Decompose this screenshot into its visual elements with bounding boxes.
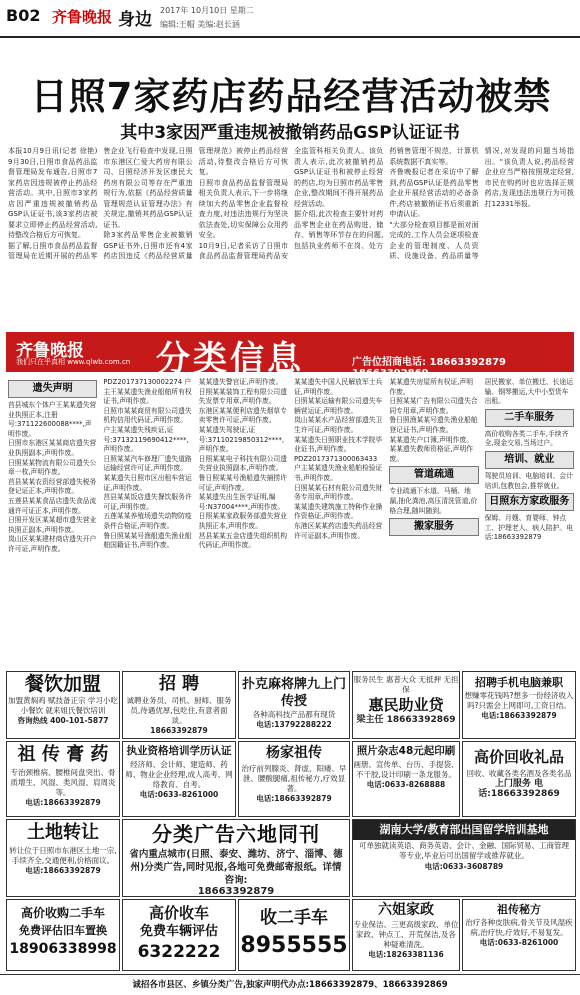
ad-recruit (122, 671, 236, 739)
classified-item: 日照某某装饰工程有限公司遗失发票专用章,声明作废。 (198, 387, 288, 406)
ad-title: 收二手车 (260, 908, 328, 928)
ad-phone: 电话:0633-8261000 (479, 938, 559, 947)
category-header: 管道疏通 (389, 466, 478, 484)
ad-hunan-univ (352, 819, 576, 897)
ad-text: 省内重点城市(日照、泰安、潍坊、济宁、淄博、德州)分类广告,同时见报,各地可免费邮寄报纸。详情咨询: (129, 849, 343, 886)
ad-yang (238, 741, 350, 817)
classified-item: 日照某某运输有限公司遗失车辆营运证,声明作废。 (293, 397, 383, 415)
newspaper-logo: 齐鲁晚报 (52, 8, 113, 26)
ad-title: 六姐家政 (378, 902, 434, 918)
ad-title: 高价回收礼品 (473, 748, 564, 766)
classified-item: 鲁日照某某号渔船遗失捕捞许可证,声明作废。 (198, 473, 288, 492)
classified-item: 某某遗失出生医学证明,编号:N37004****,声明作废。 (198, 493, 285, 511)
ad-title: 惠民助业贷 (368, 696, 444, 714)
category-header: 搬家服务 (389, 518, 478, 536)
category-header: 日照东方家政服务 (485, 493, 574, 511)
article-paragraph: 据了解,日照市食品药品监督管理局在近期开展的药品零售企业飞行检查中发现,日照市东港区仁爱大药房有限公司、日照经济开发区康民大药房有限公司等存在严重违规行为,依据《药品经营质量管理规范认证管理办法》有关规定,撤销其药品GSP认证证书。 (8, 147, 193, 260)
classified-item: PDZ201737130002274 户主王某某遗失渔业船舶所有权证书,声明作废。 (103, 378, 192, 406)
ad-print (352, 741, 460, 817)
ad-phone: 梁主任 18663392869 (356, 715, 456, 725)
ad-phone: 18906338998 (9, 941, 117, 957)
ad-title: 扑克麻将牌九上门传授 (241, 677, 346, 709)
ad-text: 经济师、会计师、建造师、药师、物业企业经理,成人高考、网络教育、自考。 (125, 760, 233, 789)
ad-text: 免费车辆评估 (139, 924, 218, 939)
ad-text: 想赚零花钱吗?想多一份经济收入吗?只需会上网即可,工资日结。 (464, 691, 574, 710)
ad-text: 服务民生 惠普大众 无抵押 无担保 (353, 675, 459, 694)
ad-housekeeping (352, 899, 460, 971)
classified-item: 户主某某遗失残疾证,证号:37132119690412****,声明作废。 (103, 425, 189, 454)
article-paragraph: 齐鲁晚报记者在采访中了解到,药品GSP认证是药品零售企业开展经营活动的必备条件,药店被撤销证书后须重新申请认证。 (389, 168, 479, 218)
classified-item: 居民搬家、单位搬迁、长途运输、钢琴搬运,大中小型货车出租。 (484, 378, 573, 406)
classified-item: 日照某某汽车修理厂遗失道路运输经营许可证,声明作废。 (103, 454, 192, 473)
classified-item: 日照某某广告有限公司遗失合同专用章,声明作废。 (389, 397, 478, 415)
classified-item: 日照某某石材有限公司遗失财务专用章,声明作废。 (293, 483, 383, 502)
article-paragraph: 本报10月9日讯(记者 徐艳) 9月30日,日照市食品药品监督管理局发布通告,日照市7家药店因违规被停止药品经营活动。其中,日照市3家药店因严重违规被撤销药品GSP认证证书,该3家药店被要求立即停止药品经营活动,待整改合格后方可恢复。 (8, 147, 98, 239)
ad-text: 专业保洁、三更高级家政、单位家政、钟点工、开荒保洁,及各种疑难清洗。 (353, 920, 459, 949)
ad-title: 湖南大学/教育部出国留学培训基地 (353, 820, 575, 840)
section-name: 身边 (118, 10, 152, 30)
banner-url: 我们只在乎真相 www.qlwb.com.cn (16, 358, 131, 366)
classified-item: 某某遗失户口簿,声明作废。 (389, 435, 474, 444)
ad-text: 加盟黄焖鸡 赋技备正宗 学习小吃小餐饮 就来姐氏餐饮培训 (8, 696, 118, 715)
classified-item: 保姆、月嫂、育婴师、钟点工、护理老人、病人陪护。电话:18663392879 (484, 514, 573, 542)
ad-title: 杨家祖传 (266, 745, 322, 761)
ad-title: 祖传秘方 (497, 903, 541, 916)
classified-item: 岚山区某某建材商店遗失开户许可证,声明作废。 (8, 535, 97, 553)
ad-plaster (6, 741, 120, 817)
ad-phone: 电话:18663392879 (256, 794, 332, 803)
classified-item: 某某遗失日照职业技术学院毕业证书,声明作废。 (293, 435, 383, 454)
classified-item: 日照某某家政服务部遗失营业执照正本,声明作废。 (198, 512, 288, 530)
classified-item: 莒县某某饭店遗失餐饮服务许可证,声明作废。 (103, 493, 192, 511)
category-header: 培训、就业 (485, 451, 574, 469)
ad-text: 可单独就读英语、商务英语、会计、金融、国际贸易、工商管理等专业,毕业后可出国留学或推荐就业。 (359, 841, 569, 860)
classified-item: 某某遗失建筑施工特种作业操作资格证,声明作废。 (293, 502, 383, 521)
ad-loan (352, 671, 460, 739)
classified-item: 某某遗失日照市区出租车营运证,声明作废。 (103, 473, 192, 492)
article-paragraph: 据介绍,此次检查主要针对药品零售企业在药品购进、储存、销售等环节存在的问题,包括执业药师不在岗、处方药销售管理不规范、计算机系统数据不真实等。 (293, 147, 479, 250)
ad-text: 治疗前列腺炎、肾虚、阳痿、早泄、腰酸腿痛,祖传秘方,疗效显著。 (241, 764, 347, 793)
ad-used-car-1 (6, 899, 120, 971)
ad-gifts (462, 741, 576, 817)
subheadline: 其中3家因严重违规被撤销药品GSP认证证书 (120, 123, 460, 143)
ad-title: 招 聘 (159, 674, 199, 694)
ad-title: 祖 传 膏 药 (17, 744, 109, 765)
ad-title: 招聘手机电脑兼职 (475, 676, 563, 689)
ad-phone: 电话:0633-3608789 (424, 862, 504, 871)
category-header: 遗失声明 (8, 380, 97, 398)
ad-used-car-3 (238, 899, 350, 971)
classified-item: 高价收购各类二手车,手续齐全,现金交易,当场过户。 (484, 429, 569, 448)
classified-item: 驾驶员培训、电脑培训、会计培训,包教包会,推荐就业。 (484, 471, 573, 490)
ad-phone: 18663392879 (197, 886, 275, 897)
ad-training (122, 741, 236, 817)
classified-item: 东港区某某药店遗失药品经营许可证副本,声明作废。 (293, 521, 383, 540)
ad-phone: 电话:13792288222 (256, 720, 332, 729)
ad-phone: 电话:18663392879 (25, 798, 101, 807)
article-paragraph: 日照市食品药品监督管理局相关负责人表示,下一步将继续加大药品零售企业监督检查力度,对违法违规行为坚决依法查处,切实保障公众用药安全。 (198, 178, 288, 239)
ad-phone: 18663392879 (150, 726, 208, 735)
classified-item: 日照某某电子科技有限公司遗失营业执照副本,声明作废。 (198, 454, 288, 473)
ad-text: 转让位于日照市东港区土地一宗,手续齐全,交通便利,价格面议。 (9, 846, 117, 865)
ad-six-cities (122, 819, 350, 897)
classified-banner (6, 332, 574, 379)
classified-item: 某某遗失中国人民解放军士兵证,声明作废。 (293, 378, 383, 396)
classified-item: 东港区某某便利店遗失烟草专卖零售许可证,声明作废。 (198, 406, 288, 425)
classified-item: 日照某某物流有限公司遗失公章一枚,声明作废。 (8, 458, 97, 477)
ad-parttime (462, 671, 576, 739)
editor-credits: 编辑:王帽 美编:赵长涵 (160, 20, 240, 29)
ad-text: 画册、宣传单、台历、手提袋、不干胶,设计印刷一条龙服务。 (353, 760, 459, 779)
classified-item: 某某遗失警官证,声明作废。 (198, 378, 283, 386)
classified-item: 某某遗失教师资格证,声明作废。 (389, 445, 474, 463)
classified-item: 鲁日照某某号渔船遗失渔业船舶国籍证书,声明作废。 (103, 531, 192, 550)
ad-phone: 电话:18663392879 (481, 711, 557, 720)
banner-title: 分类信息 (156, 339, 304, 379)
article-paragraph: 10月9日,记者采访了日照市食品药品监督管理局药品安全监管科相关负责人。该负责人表示,此次被撤销药品GSP认证证书和被停止经营的药店,均为日照市药品零售企业,整改期间不得开展药品经营活动。 (198, 147, 384, 260)
classified-item: 日照开发区某某超市遗失营业执照正副本,声明作废。 (8, 516, 97, 534)
issue-date: 2017年 10月10日 星期二 (160, 6, 254, 15)
article-paragraph: "大部分检查项目都是面对面完成的,工作人员会逐项检查企业的管理制度、人员资质、设施设备、药品质量等情况,对发现的问题当场指出。"该负责人说,药品经营企业应当严格按照规定经营,市民在购药时也应选择正规药店,发现违法违规行为可拨打12331举报。 (389, 147, 574, 260)
ad-phone: 咨询热线 400-101-5877 (17, 716, 109, 725)
classified-item: 五莲某某养殖场遗失动物防疫条件合格证,声明作废。 (103, 512, 192, 530)
ad-text: 治疗各种皮肤病,骨关节及风湿疾病,治疗快,疗效好,不易复发。 (465, 918, 573, 937)
page-header (0, 0, 580, 38)
ad-used-car-2 (122, 899, 236, 971)
ad-catering (6, 671, 120, 739)
ad-text: 专治颈椎病、腰椎间盘突出、骨质增生、风湿、类风湿、肩周炎等。 (10, 768, 116, 797)
footer-notice: 诚招各市县区、乡镇分类广告,独家声明代办点:18663392879、18663392869 (0, 974, 580, 995)
classified-item: 专业疏通下水道、马桶、地漏,抽化粪池,高压清洗管道,价格合理,随叫随到。 (389, 487, 478, 515)
article-paragraph: 除3家药品零售企业被撤销GSP证书外,日照市还有4家药店因违反《药品经营质量管理规范》被停止药品经营活动,待整改合格后方可恢复。 (103, 147, 288, 260)
ad-phone: 电话:0633-8268888 (366, 780, 446, 789)
classified-item: 日照市东港区某某商店遗失营业执照副本,声明作废。 (8, 439, 97, 457)
ad-land (6, 819, 120, 897)
ad-text: 回收、收藏各类名酒及各类名品 (466, 769, 572, 778)
article-body (8, 146, 574, 326)
classified-item: 岚山某某水产品经营部遗失卫生许可证,声明作废。 (293, 416, 383, 434)
ad-text: 免费评估旧车置换 (19, 924, 107, 937)
ad-title: 执业资格培训学历认证 (126, 745, 232, 757)
classified-item: 某某遗失房屋所有权证,声明作废。 (389, 378, 474, 396)
classified-item: 某某遗失驾驶证,证号:37110219850312****,声明作废。 (198, 425, 285, 454)
category-header: 二手车服务 (485, 409, 574, 427)
ad-title: 土地转让 (27, 822, 99, 843)
classified-columns (8, 378, 574, 666)
ad-title: 照片杂志48元起印刷 (356, 745, 456, 757)
classified-item: 鲁日照渔某某号遗失渔业船舶登记证书,声明作废。 (389, 416, 478, 434)
classified-item: 莒县某某五金店遗失组织机构代码证,声明作废。 (198, 531, 288, 550)
classified-item: 日照市某某商贸有限公司遗失机构信用代码证,声明作废。 (103, 406, 192, 425)
ad-phone: 电话:0633-8261000 (139, 790, 219, 799)
ad-phone: 电话:18663392879 (25, 866, 101, 875)
ad-phone: 6322222 (137, 942, 221, 962)
banner-logo: 齐鲁晚报 (16, 341, 84, 361)
ad-secret-recipe (462, 899, 576, 971)
classified-item: 莒县某某农资经营部遗失税务登记证正本,声明作废。 (8, 477, 97, 496)
classified-item: PDZ2017371300063433 户主某某遗失渔业船舶检验证书,声明作废。 (293, 454, 383, 482)
ad-phone: 上门服务 电话:18663392869 (478, 779, 560, 799)
ad-text: 各种高科技产品都有现货 (252, 710, 336, 719)
banner-phone: 广告位招商电话: 18663392879 18663392869 (352, 357, 507, 379)
ad-title: 高价收购二手车 (20, 906, 105, 920)
ad-poker (238, 671, 350, 739)
page-number: B02 (6, 6, 41, 25)
ad-text: 诚聘业务员、司机、厨师、服务员,待遇优厚,包吃住,有意者面谈。 (126, 696, 232, 725)
headline: 日照7家药店药品经营活动被禁 (30, 75, 552, 118)
ad-phone: 8955555 (240, 933, 348, 958)
ad-title: 分类广告六地同刊 (152, 822, 320, 846)
ad-title: 高价收车 (148, 904, 209, 922)
classified-item: 莒县城东个体户王某某遗失营业执照正本,注册号:371122600088****,声明作废。 (8, 401, 97, 438)
classified-item: 五莲县某某食品店遗失食品流通许可证正本,声明作废。 (8, 496, 97, 515)
ad-phone: 电话:18263381136 (368, 950, 444, 959)
ad-title: 餐饮加盟 (24, 673, 101, 695)
